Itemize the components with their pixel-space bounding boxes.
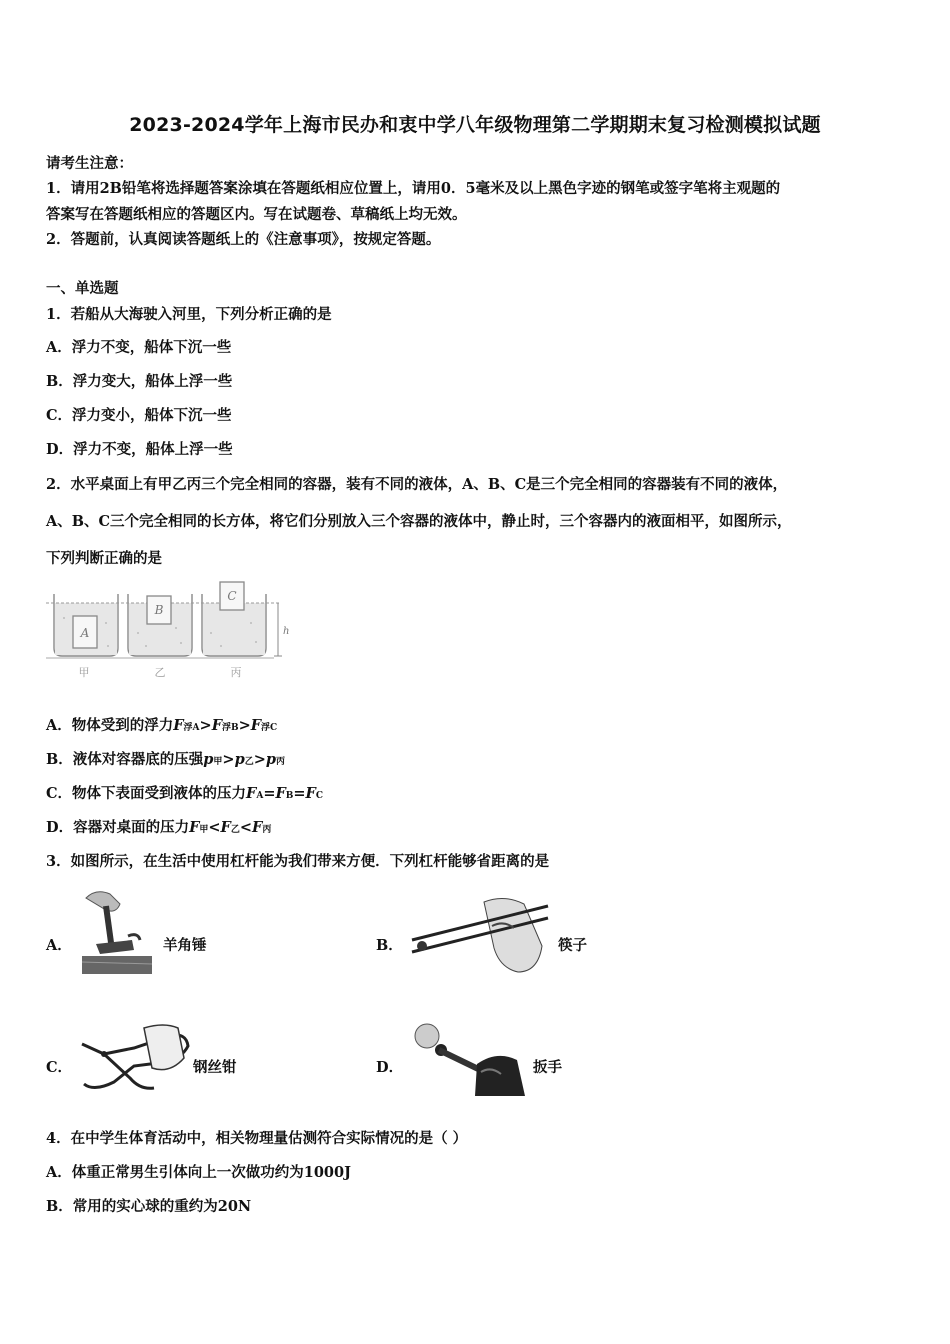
q1-option-a: A．浮力不变，船体下沉一些 [46, 339, 232, 356]
q1-stem: 1．若船从大海驶入河里，下列分析正确的是 [46, 306, 332, 323]
chopsticks-image [408, 896, 550, 978]
height-label: h [283, 626, 290, 637]
q2-stem-line-1: 2．水平桌面上有甲乙丙三个完全相同的容器，装有不同的液体，A、B、C是三个完全相同的容器装有不同的液体， [46, 476, 788, 493]
block-c-label: C [227, 589, 237, 603]
q4-option-a: A．体重正常男生引体向上一次做功约为1000J [46, 1164, 351, 1181]
q3-option-d-letter: D． [376, 1059, 404, 1076]
containers-figure [46, 578, 296, 684]
q3-option-c-label: 钢丝钳 [193, 1059, 237, 1076]
notice-item-2: 2．答题前，认真阅读答题纸上的《注意事项》，按规定答题。 [46, 231, 441, 248]
q4-stem: 4．在中学生体育活动中，相关物理量估测符合实际情况的是（ ） [46, 1130, 468, 1147]
pliers-image [74, 1018, 192, 1100]
container-jia-label: 甲 [78, 666, 90, 679]
q3-option-a-label: 羊角锤 [163, 937, 207, 954]
wrench-image [405, 1020, 529, 1100]
q2-option-b: B．液体对容器底的压强p甲>p乙>p丙 [46, 751, 286, 768]
q3-option-b-label: 筷子 [558, 937, 587, 954]
q2-option-a: A．物体受到的浮力F浮A>F浮B>F浮C [46, 717, 278, 734]
notice-item-1-line-1: 1．请用2B铅笔将选择题答案涂填在答题纸相应位置上，请用0．5毫米及以上黑色字迹的钢笔或签字笔将主观题的 [46, 180, 781, 197]
q2-option-d: D．容器对桌面的压力F甲<F乙<F丙 [46, 819, 272, 836]
q3-option-d-label: 扳手 [533, 1059, 562, 1076]
notice-heading: 请考生注意： [46, 155, 133, 172]
section-heading: 一、单选题 [46, 280, 119, 297]
q2-stem-line-3: 下列判断正确的是 [46, 550, 162, 567]
notice-item-1-line-2: 答案写在答题纸相应的答题区内。写在试题卷、草稿纸上均无效。 [46, 206, 467, 223]
block-a-label: A [80, 626, 90, 640]
block-b-label: B [154, 603, 164, 617]
q1-option-b: B．浮力变大，船体上浮一些 [46, 373, 233, 390]
claw-hammer-image [76, 884, 156, 978]
q1-option-c: C．浮力变小，船体下沉一些 [46, 407, 232, 424]
container-yi-label: 乙 [154, 666, 166, 679]
q4-option-b: B．常用的实心球的重约为20N [46, 1198, 252, 1215]
container-bing-label: 丙 [230, 666, 242, 679]
q2-option-c: C．物体下表面受到液体的压力FA=FB=FC [46, 785, 324, 802]
q1-option-d: D．浮力不变，船体上浮一些 [46, 441, 233, 458]
q3-option-a-letter: A． [46, 937, 72, 954]
page-title: 2023-2024学年上海市民办和衷中学八年级物理第二学期期末复习检测模拟试题 [129, 114, 821, 136]
q3-option-b-letter: B． [376, 937, 403, 954]
q2-stem-line-2: A、B、C三个完全相同的长方体，将它们分别放入三个容器的液体中，静止时，三个容器内的液面相平，如图所示， [46, 513, 792, 530]
q3-stem: 3．如图所示，在生活中使用杠杆能为我们带来方便．下列杠杆能够省距离的是 [46, 853, 550, 870]
q3-option-c-letter: C． [46, 1059, 73, 1076]
